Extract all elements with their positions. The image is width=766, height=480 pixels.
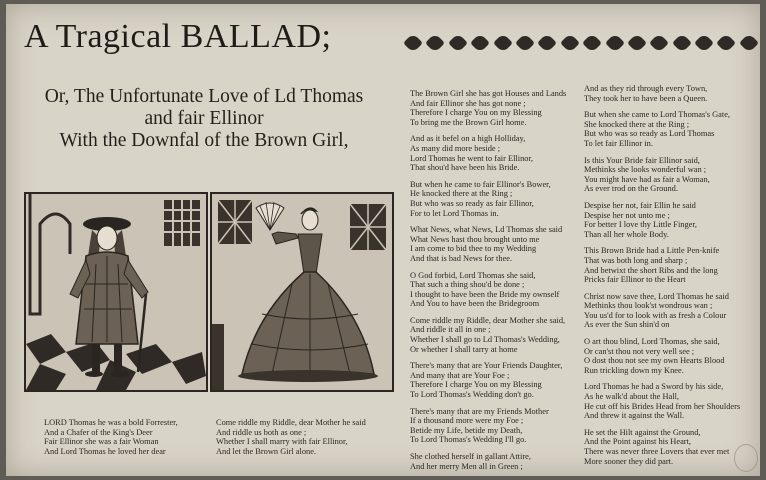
stanza-line: Than all her whole Body. [584,229,669,239]
stanza-line: As ever trod on the Ground. [584,184,678,194]
stanza-line: There's many that are Your Friends Daughter, [410,361,563,371]
ornament-fleuron-icon [515,33,535,53]
ornament-fleuron-icon [582,33,602,53]
stanza-line: And the Point against his Heart, [584,437,691,447]
stanza-line: And threw it against the Wall. [584,411,685,421]
stanza-line: There was never three Lovers that ever met [584,447,730,456]
stanza-line: O dost thou not see my own Hearts Blood [584,356,725,366]
stanza [584,84,756,103]
woodcut-fair-ellinor [210,192,394,392]
stanza-line: And Lord Thomas he loved her dear [44,446,166,456]
stanza [216,418,391,456]
library-stamp [734,444,758,472]
stanza-line: And You to have been the Bridegroom [410,299,540,309]
stanza-line: You might have had as fair a Woman, [584,174,710,184]
stanza-line: That shou'd have been his Bride. [410,163,520,173]
stanza-line: But who was so ready as fair Ellinor, [410,198,534,208]
ornament-fleuron-icon [403,33,423,53]
stanza [410,180,580,218]
stanza [410,361,580,399]
stanza-line: To bring me the Brown Girl home. [410,117,527,127]
ornament-fleuron-icon [605,33,625,53]
stanza [584,337,756,375]
stanza-line: You us'd for to look with as fresh a Colour [584,310,727,320]
stanza-line: And fair Ellinor she has got none ; [410,98,526,108]
stanza-line: And many that are Your Foe ; [410,370,510,380]
broadside-sheet [6,4,760,476]
stanza-line: To Lord Thomas's Wedding don't go. [410,390,534,400]
stanza-line: Therefore I charge You on my Blessing [410,108,542,118]
stanza-line: As many did more beside ; [410,143,501,153]
ornament-fleuron-icon [739,33,759,53]
stanza-line: O God forbid, Lord Thomas she said, [410,270,536,280]
stanza-line: The Brown Girl she has got Houses and Lands [410,89,567,98]
stanza [410,225,580,263]
stanza-line: As he walk'd about the Hall, [584,392,680,402]
stanza-line: Methinks she looks wonderful wan ; [584,165,707,175]
stanza-line: That such a thing shou'd be done ; [410,280,525,290]
stanza-line: And a Chafer of the King's Deer [44,427,153,437]
printers-ornament-row [406,32,756,54]
stanza-line: Christ now save thee, Lord Thomas he said [584,291,729,301]
ornament-fleuron-icon [425,33,445,53]
ballad-subtitle [14,86,394,152]
stanza [584,382,756,420]
stanza [410,134,580,172]
stanza-line: Lord Thomas he went to fair Ellinor, [410,153,534,163]
stanza [410,452,580,471]
verse-column-left [410,89,580,476]
ornament-fleuron-icon [694,33,714,53]
stanza-line: He set the Hilt against the Ground, [584,427,701,437]
woodcut-lord-thomas-illustration [26,194,206,390]
stanza-line: She knocked there at the Ring ; [584,119,690,129]
stanza-line: Despise her not unto me ; [584,210,670,220]
stanza-line: Pricks fair Ellinor to the Heart [584,275,686,285]
stanza-line: That was both long and sharp ; [584,255,688,265]
stanza-line: He cut off his Brides Head from her Shoulders [584,401,741,411]
second-stanza [216,418,391,463]
stanza-line: LORD Thomas he was a bold Forrester, [44,418,178,427]
stanza [44,418,219,456]
stanza-line: And as they rid through every Town, [584,84,708,93]
stanza-line: She clothed herself in gallant Attire, [410,452,531,461]
stanza-line: If a thousand more were my Foe ; [410,416,524,426]
stanza-line: They took her to have been a Queen. [584,93,708,103]
stanza-line: This Brown Bride had a Little Pen-knife [584,246,720,256]
stanza-line: But who was so ready as Lord Thomas [584,129,715,139]
stanza-line: Come riddle my Riddle, dear Mother she said, [410,315,566,325]
stanza-line: Despise her not, fair Ellin he said [584,200,696,210]
stanza-line: But when she came to Lord Thomas's Gate, [584,110,731,120]
subtitle-line: and fair Ellinor [144,108,264,129]
stanza-line: O art thou blind, Lord Thomas, she said, [584,337,720,347]
stanza-line: Is this Your Bride fair Ellinor said, [584,155,700,165]
stanza-line: And riddle us both as one ; [216,427,307,437]
stanza-line: Betide my Life, betide my Death, [410,425,523,435]
stanza-line: And her merry Men all in Green ; [410,461,523,471]
subtitle-line: Or, The Unfortunate Love of Ld Thomas [44,86,364,107]
stanza [410,271,580,309]
stanza-line: And let the Brown Girl alone. [216,446,317,456]
stanza-line: Lord Thomas he had a Sword by his side, [584,382,724,392]
stanza [584,292,756,330]
ornament-fleuron-icon [627,33,647,53]
stanza-line: I am come to bid thee to my Wedding [410,244,537,254]
stanza [584,428,756,466]
stanza-line: What News, what News, Ld Thomas she said [410,225,563,235]
stanza [410,407,580,445]
stanza-line: For to let Lord Thomas in. [410,208,499,218]
ornament-fleuron-icon [672,33,692,53]
stanza-line: Or whether I shall tarry at home [410,344,518,354]
ornament-fleuron-icon [560,33,580,53]
stanza-line: He knocked there at the Ring ; [410,189,513,199]
ornament-fleuron-icon [717,33,737,53]
stanza-line: Or can'st thou not very well see ; [584,346,695,356]
stanza-line: Fair Ellinor she was a fair Woman [44,437,159,447]
stanza-line: Whether I shall go to Ld Thomas's Wedding, [410,335,560,345]
subtitle-line: With the Downfal of the Brown Girl, [59,130,349,151]
stanza-line: I thought to have been the Bride my ownself [410,289,560,299]
stanza-line: To let fair Ellinor in. [584,138,653,148]
opening-stanza [44,418,219,463]
ornament-fleuron-icon [649,33,669,53]
stanza-line: As ever the Sun shin'd on [584,320,670,330]
woodcut-fair-ellinor-illustration [212,194,392,390]
stanza-line: There's many that are my Friends Mother [410,406,549,416]
stanza [584,110,756,148]
stanza [584,201,756,239]
ornament-fleuron-icon [448,33,468,53]
ballad-title: A Tragical BALLAD; [24,18,332,55]
stanza-line: Come riddle my Riddle, dear Mother he said [216,418,366,427]
stanza-line: For better I love thy Little Finger, [584,220,697,230]
stanza [584,246,756,284]
stanza-line: Whether I shall marry with fair Ellinor, [216,437,348,447]
stanza-line: What News hast thou brought unto me [410,234,540,244]
stanza [410,316,580,354]
ornament-fleuron-icon [493,33,513,53]
ornament-fleuron-icon [537,33,557,53]
stanza-line: Run trickling down my Knee. [584,365,684,375]
stanza-line: But when he came to fair Ellinor's Bower, [410,179,551,189]
stanza-line: Methinks thou look'st wondrous wan ; [584,301,713,311]
woodcut-lord-thomas [24,192,208,392]
stanza-line: And as it befel on a high Holliday, [410,134,526,144]
stanza-line: And riddle it all in one ; [410,325,491,335]
verse-column-right [584,84,756,473]
stanza [410,89,580,127]
stanza-line: Therefore I charge You on my Blessing [410,380,542,390]
stanza [584,156,756,194]
stanza-line: To Lord Thomas's Wedding I'll go. [410,435,527,445]
stanza-line: More sooner they did part. [584,456,674,466]
ornament-fleuron-icon [470,33,490,53]
stanza-line: And betwixt the short Ribs and the long [584,265,718,275]
stanza-line: And that is bad News for thee. [410,253,513,263]
